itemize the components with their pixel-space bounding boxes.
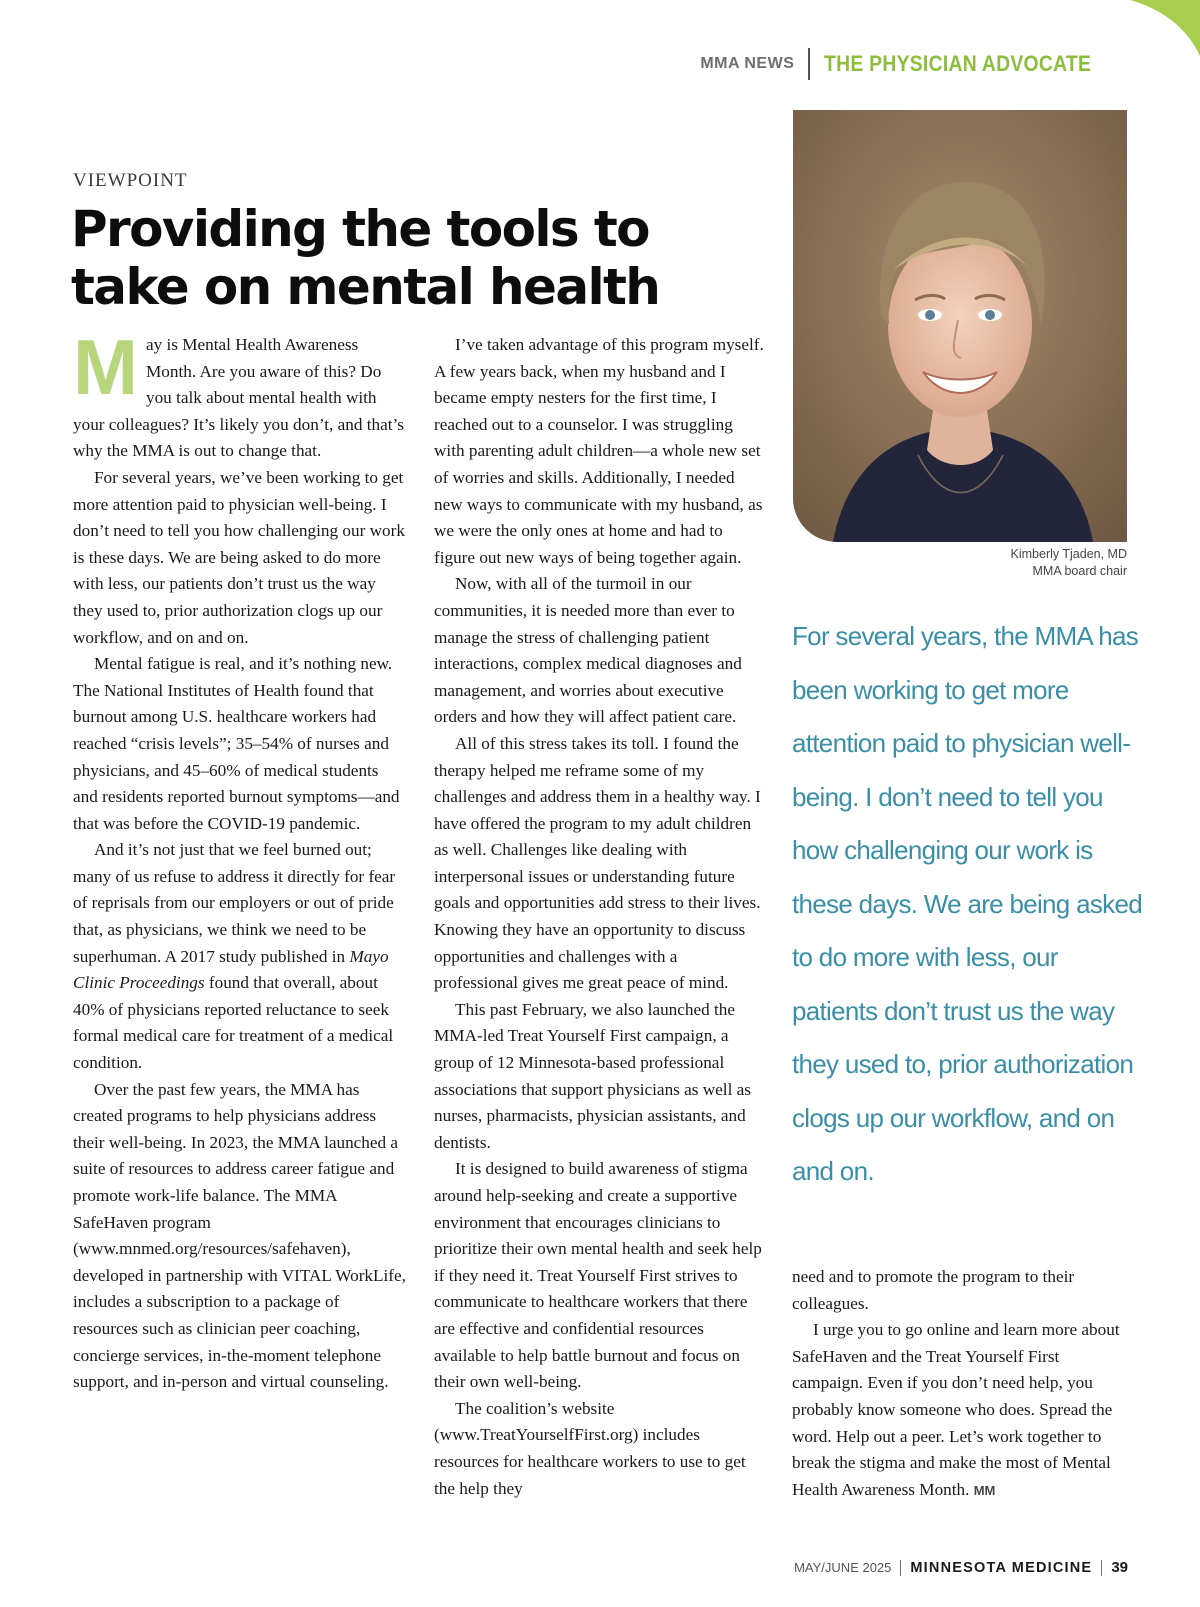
article-headline: Providing the tools to take on mental health: [71, 200, 660, 316]
body-paragraph: For several years, we’ve been working to get more attention paid to physician well-being. I don’t need to tell you how challenging our work is these days. We are being asked to do more with less, our patients don’t trust us the way they used to, prior authorization clogs up our workflow, and on and on.: [73, 467, 405, 647]
caption-name: Kimberly Tjaden, MD: [1010, 547, 1127, 561]
body-paragraph: Now, with all of the turmoil in our communities, it is needed more than ever to manage the stress of challenging patient interactions, complex medical diagnoses and management, and worries about executive orders and how they will affect patient care.: [434, 574, 742, 727]
end-mark: MM: [973, 1482, 996, 1498]
header-divider: [808, 48, 810, 80]
body-paragraph: This past February, we also launched the MMA-led Treat Yourself First campaign, a group of 12 Minnesota-based professional associations that support physicians as well as nurses, pharmacists, physician assistants, and dentists.: [434, 999, 751, 1152]
article-column-2: [434, 332, 764, 1502]
body-paragraph: All of this stress takes its toll. I found the therapy helped me reframe some of my challenges and address them in a healthy way. I have offered the program to my adult children as well. Challenges like dealing with interpersonal issues or understanding future goals and opportunities add stress to their lives. Knowing they have an opportunity to discuss opportunities and challenges with a professional gives me great peace of mind.: [434, 733, 761, 993]
body-paragraph: It is designed to build awareness of stigma around help-seeking and create a supportive environment that encourages clinicians to prioritize their own mental health and seek help if they need it. Treat Yourself First strives to communicate to healthcare workers that there are effective and confidential resources available to help battle burnout and focus on their own well-being.: [434, 1159, 762, 1392]
caption-title: MMA board chair: [1032, 564, 1127, 578]
photo-caption: [880, 546, 1127, 580]
issue-date: MAY/JUNE 2025: [794, 1560, 892, 1575]
page-footer: [794, 1559, 1128, 1576]
pull-quote: For several years, the MMA has been working to get more attention paid to physician well-being. I don’t need to tell you how challenging our work is these days. We are being asked to do more with less, our patients don’t trust us the way they used to, prior authorization clogs up our workflow, and on and on.: [792, 621, 1142, 1186]
body-paragraph: need and to promote the program to their colleagues.: [792, 1267, 1075, 1313]
running-header: [700, 48, 1128, 80]
drop-cap: M: [73, 323, 138, 411]
body-paragraph: Over the past few years, the MMA has created programs to help physicians address their well-being. In 2023, the MMA launched a suite of resources to address career fatigue and promote work-life balance. The MMA SafeHaven program (www.mnmed.org/resources/safehaven), developed in partnership with VITAL WorkLife, includes a subscription to a package of resources such as clinician peer coaching, concierge services, in-the-moment telephone support, and in-person and virtual counseling.: [73, 1079, 406, 1392]
body-paragraph: And it’s not just that we feel burned out; many of us refuse to address it directly for fear of reprisals from our employers or out of pride that, as physicians, we think we need to be superhuman. A 2017 study published in Mayo Clinic Proceedings found that overall, about 40% of physicians reported reluctance to seek formal medical care for treatment of a medical condition.: [73, 840, 396, 1073]
body-paragraph: Mental fatigue is real, and it’s nothing new. The National Institutes of Health found that burnout among U.S. healthcare workers had reached “crisis levels”; 35–54% of nurses and physicians, and 45–60% of medical students and residents reported burnout symptoms—and that was before the COVID-19 pandemic.: [73, 654, 400, 833]
body-paragraph: I urge you to go online and learn more about SafeHaven and the Treat Yourself First campaign. Even if you don’t need help, you probably know someone who does. Spread the word. Help out a peer. Let’s work together to break the stigma and make the most of Mental Health Awareness Month. MM: [792, 1320, 1120, 1499]
body-paragraph: I’ve taken advantage of this program myself. A few years back, when my husband and I became empty nesters for the first time, I reached out to a counselor. I was struggling with parenting adult children—a whole new set of worries and skills. Additionally, I needed new ways to communicate with my husband, as we were the only ones at home and had to figure out new ways of being together again.: [434, 335, 764, 567]
column-title: THE PHYSICIAN ADVOCATE: [824, 51, 1092, 76]
footer-divider: [1101, 1560, 1102, 1576]
journal-title: Mayo Clinic Proceedings: [73, 946, 389, 993]
body-paragraph: May is Mental Health Awareness Month. Are you aware of this? Do you talk about mental health with your colleagues? It’s likely you don’t, and that’s why the MMA is out to change that.: [73, 323, 404, 461]
article-column-3: [792, 1264, 1128, 1504]
article-kicker: VIEWPOINT: [73, 170, 188, 191]
body-paragraph: The coalition’s website (www.TreatYourselfFirst.org) includes resources for healthcare workers to use to get the help they: [434, 1398, 746, 1498]
section-label: MMA NEWS: [700, 55, 795, 72]
footer-divider: [900, 1560, 901, 1576]
article-column-1: [73, 323, 406, 1396]
author-photo: [793, 110, 1127, 542]
portrait-illustration: [793, 110, 1127, 542]
magazine-name: MINNESOTA MEDICINE: [910, 1559, 1093, 1576]
page-number: 39: [1111, 1559, 1128, 1576]
